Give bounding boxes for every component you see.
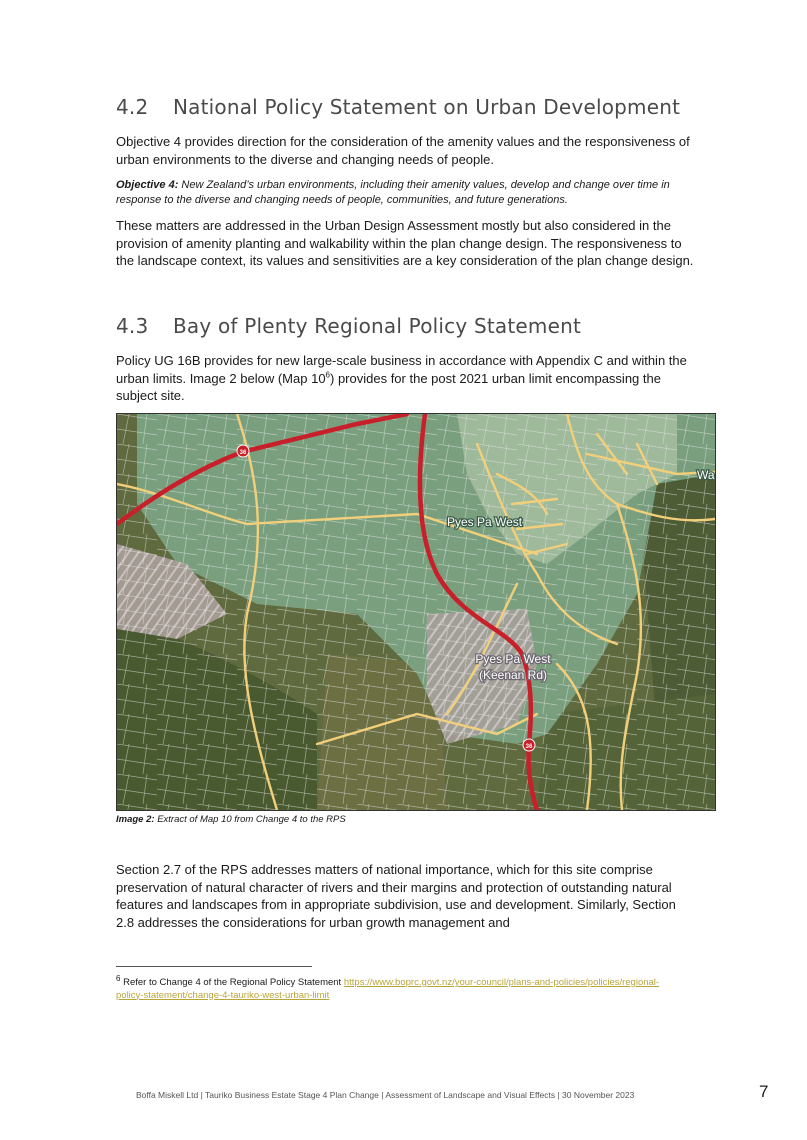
footnote-reference[interactable]: 6 bbox=[325, 370, 330, 380]
footnote-link[interactable]: https://www.boprc.govt.nz/your-council/plans-and-policies/policies/regional-policy-statement/change-4-tauriko-west-urban-limit bbox=[116, 977, 660, 1001]
paragraph-text: ) provides for the post 2021 urban limit encompassing the subject site. bbox=[116, 370, 661, 403]
footnote bbox=[116, 973, 676, 1002]
paragraph bbox=[116, 352, 696, 405]
place-label-keenan-rd: (Keenan Rd) bbox=[478, 668, 548, 682]
section-4-3-heading bbox=[116, 314, 581, 338]
objective-quote bbox=[116, 178, 696, 207]
footnote-text: Refer to Change 4 of the Regional Policy Statement bbox=[123, 977, 342, 988]
page-footer: Boffa Miskell Ltd | Tauriko Business Estate Stage 4 Plan Change | Assessment of Landscape and Visual Effects | 30 November 2023 bbox=[136, 1090, 635, 1100]
caption-label: Image 2: bbox=[116, 814, 155, 825]
quote-label: Objective 4: bbox=[116, 179, 179, 191]
footnote-divider bbox=[116, 966, 312, 967]
section-4-2-heading bbox=[116, 95, 680, 119]
quote-text: New Zealand’s urban environments, including their amenity values, develop and change over time in response to the diverse and changing needs of people, communities, and future generations. bbox=[116, 179, 670, 206]
page-number: 7 bbox=[759, 1082, 769, 1101]
caption-text: Extract of Map 10 from Change 4 to the RPS bbox=[157, 814, 346, 825]
place-label-pyes-pa-west: Pyes Pa West bbox=[447, 515, 523, 529]
route-shield-label: 36 bbox=[525, 744, 533, 750]
route-shield-label: 36 bbox=[239, 450, 247, 456]
footnote-marker: 6 bbox=[116, 973, 121, 983]
paragraph-text: Policy UG 16B provides for new large-scale business in accordance with Appendix C and within the urban limits. Image 2 below (Map 10 bbox=[116, 353, 687, 386]
paragraph: These matters are addressed in the Urban Design Assessment mostly but also considered in the provision of amenity planting and walkability within the plan change design. The responsiveness to the landscape context, its values and sensitivities are a key consideration of the plan change design. bbox=[116, 218, 694, 268]
section-title: Bay of Plenty Regional Policy Statement bbox=[173, 314, 582, 338]
paragraph: Section 2.7 of the RPS addresses matters of national importance, which for this site comprise preservation of natural character of rivers and their margins and protection of outstanding natural features and landscapes from in appropriate subdivision, use and development. Similarly, Section 2.8 addresses the considerations for urban growth management and bbox=[116, 862, 676, 930]
image-caption bbox=[116, 814, 346, 825]
section-number: 4.2 bbox=[116, 95, 149, 119]
paragraph: Objective 4 provides direction for the consideration of the amenity values and the responsiveness of urban environments to the diverse and changing needs of people. bbox=[116, 134, 690, 167]
section-title: National Policy Statement on Urban Development bbox=[173, 95, 681, 119]
section-number: 4.3 bbox=[116, 314, 149, 338]
place-label-keenan: Pyes Pa West bbox=[475, 652, 551, 666]
place-label-wa: Wa bbox=[697, 468, 715, 482]
map-image bbox=[116, 413, 716, 811]
